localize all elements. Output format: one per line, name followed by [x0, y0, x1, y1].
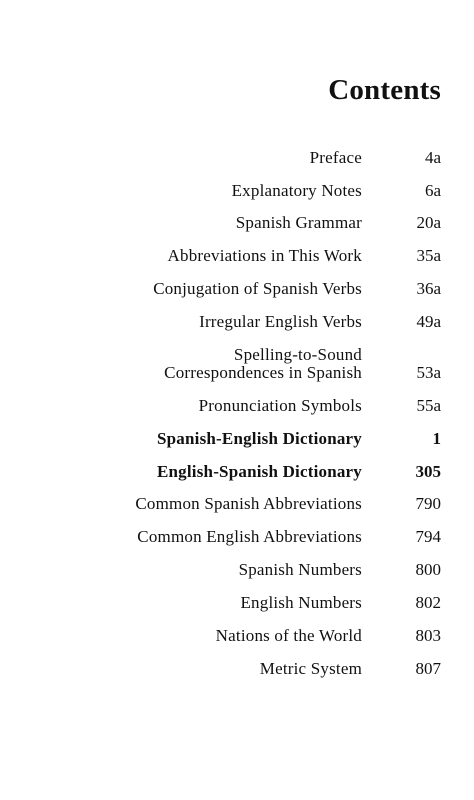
toc-entry-label: English Numbers	[240, 593, 362, 612]
toc-entry-page: 800	[415, 560, 441, 579]
toc-entry-label: Abbreviations in This Work	[167, 246, 362, 265]
toc-entry-page: 6a	[424, 181, 441, 200]
toc-entry-label: Spelling-to-Sound Correspondences in Spanish	[164, 345, 362, 382]
toc-entry-label: Pronunciation Symbols	[198, 396, 362, 415]
toc-entry-page: 53a	[416, 363, 441, 382]
toc-entry-label: Common English Abbreviations	[137, 527, 362, 546]
toc-entry-label: Metric System	[259, 659, 362, 678]
toc-entry-page: 4a	[424, 148, 441, 167]
toc-entry-page: 802	[415, 593, 441, 612]
toc-entry-label: Preface	[309, 148, 362, 167]
toc-entry-page: 794	[415, 527, 441, 546]
toc-entry-page: 305	[415, 462, 441, 481]
toc-entry-page: 35a	[416, 246, 441, 265]
toc-entry-page: 49a	[416, 312, 441, 331]
toc-entry-label: Nations of the World	[215, 626, 362, 645]
toc-entry-label: Conjugation of Spanish Verbs	[153, 279, 362, 298]
toc-entry-label: Spanish Numbers	[238, 560, 362, 579]
toc-entry-page: 803	[415, 626, 441, 645]
toc-entry-page: 807	[415, 659, 441, 678]
page-title: Contents	[328, 74, 441, 106]
toc-entry-page: 1	[432, 429, 441, 448]
toc-entry-page: 20a	[416, 213, 441, 232]
toc-entry-label: Spanish-English Dictionary	[156, 429, 362, 448]
toc-entry-label: Common Spanish Abbreviations	[135, 494, 362, 513]
toc-entry-label: English-Spanish Dictionary	[156, 462, 362, 481]
toc-entry-page: 36a	[416, 279, 441, 298]
toc-entry-label: Explanatory Notes	[231, 181, 362, 200]
toc-entry-label: Spanish Grammar	[235, 213, 362, 232]
toc-entry-label: Irregular English Verbs	[199, 312, 362, 331]
toc-entry-page: 55a	[416, 396, 441, 415]
toc-entry-page: 790	[415, 494, 441, 513]
